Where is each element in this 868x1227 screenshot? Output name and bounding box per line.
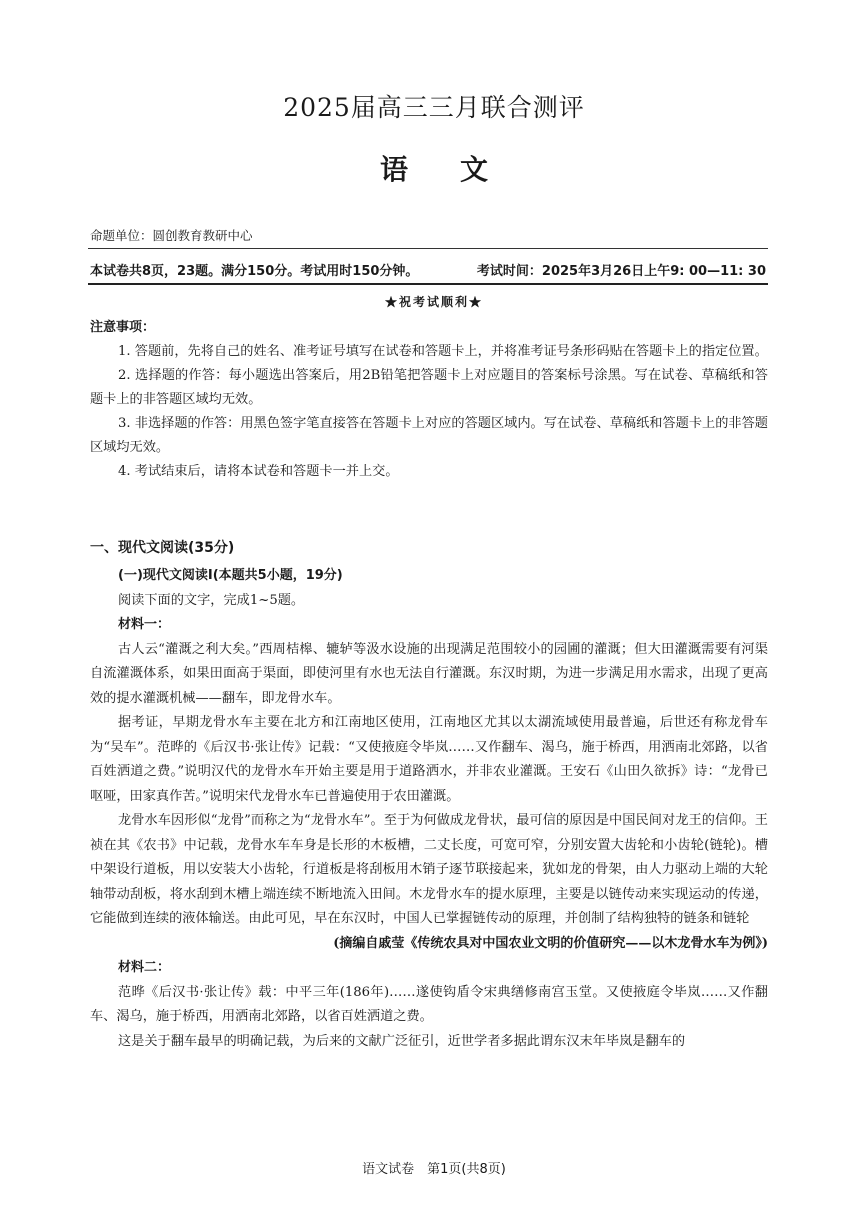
material-paragraph: 范晔《后汉书·张让传》载：中平三年(186年)……遂使钩盾令宋典缮修南宫玉堂。又使掖庭令毕岚……又作翻车、渴乌，施于桥西，用洒南北郊路，以省百姓洒道之费。 (90, 984, 768, 1024)
divider-line (88, 248, 768, 249)
page-footer: 语文试卷 第1页(共8页) (362, 1162, 506, 1177)
material-source: (摘编自戚莹《传统农具对中国农业文明的价值研究——以木龙骨水车为例》) (333, 935, 768, 951)
section-heading: 一、现代文阅读(35分) (90, 540, 235, 556)
material-paragraph: 据考证，早期龙骨水车主要在北方和江南地区使用，江南地区尤其以太湖流域使用最普遍，后世还有称龙骨车为“吴车”。范晔的《后汉书·张让传》记载：“又使掖庭令毕岚……又作翻车、渴乌，施于桥西，用洒南北郊路，以省百姓洒道之费。”说明汉代的龙骨水车开始主要是用于道路洒水，并非农业灌溉。王安石《山田久欲拆》诗：“龙骨已呕哑，田家真作苦。”说明宋代龙骨水车已普遍使用于农田灌溉。 (90, 715, 768, 804)
note-item: 1. 答题前，先将自己的姓名、准考证号填写在试卷和答题卡上，并将准考证号条形码贴在答题卡上的指定位置。 (118, 344, 768, 359)
exam-title: 2025届高三三月联合测评 (283, 93, 585, 122)
subsection-heading: (一)现代文阅读Ⅰ(本题共5小题，19分) (118, 568, 343, 583)
note-item: 3. 非选择题的作答：用黑色签字笔直接答在答题卡上对应的答题区域内。写在试卷、草稿纸和答题卡上的非答题区域均无效。 (90, 416, 768, 455)
material-one-label: 材料一： (118, 617, 171, 632)
good-luck-banner: ★祝考试顺利★ (384, 295, 483, 309)
setter-unit: 命题单位：圆创教育教研中心 (90, 228, 253, 243)
note-item: 4. 考试结束后，请将本试卷和答题卡一并上交。 (118, 464, 399, 479)
material-paragraph: 古人云“灌溉之利大矣。”西周桔槔、辘轳等汲水设施的出现满足范围较小的园圃的灌溉；但大田灌溉需要有河渠自流灌溉体系，如果田面高于渠面，即使河里有水也无法自行灌溉。东汉时期，为进一步满足用水需求，出现了更高效的提水灌溉机械——翻车，即龙骨水车。 (90, 641, 768, 706)
divider-line (88, 283, 768, 285)
instruction-text: 阅读下面的文字，完成1~5题。 (118, 592, 305, 608)
exam-info-left: 本试卷共8页，23题。满分150分。考试用时150分钟。 (90, 264, 419, 279)
exam-time: 考试时间：2025年3月26日上午9: 00—11: 30 (476, 264, 766, 279)
notes-list (90, 340, 768, 484)
material-paragraph: 龙骨水车因形似“龙骨”而称之为“龙骨水车”。至于为何做成龙骨状，最可信的原因是中国民间对龙王的信仰。王祯在其《农书》中记载，龙骨水车车身是长形的木板槽，二丈长度，可宽可窄，分别安置大齿轮和小齿轮(链轮)。槽中架设行道板，用以安装大小齿轮，行道板是将刮板用木销子逐节联接起来，犹如龙的骨架，由人力驱动上端的大轮轴带动刮板，将水刮到木槽上端连续不断地流入田间。木龙骨水车的提水原理，主要是以链传动来实现运动的传递，它能做到连续的液体输送。由此可见，早在东汉时，中国人已掌握链传动的原理，并创制了结构独特的链条和链轮 (90, 813, 768, 926)
material-two-label: 材料二： (118, 960, 171, 975)
reading-body (90, 564, 768, 1054)
notes-heading: 注意事项： (90, 320, 156, 335)
exam-info-row (90, 260, 766, 279)
subject-title: 语文 (379, 153, 540, 186)
material-paragraph: 这是关于翻车最早的明确记载，为后来的文献广泛征引，近世学者多据此谓东汉末年毕岚是翻车的 (118, 1033, 686, 1049)
note-item: 2. 选择题的作答：每小题选出答案后，用2B铅笔把答题卡上对应题目的答案标号涂黑。写在试卷、草稿纸和答题卡上的非答题区域均无效。 (90, 368, 768, 407)
